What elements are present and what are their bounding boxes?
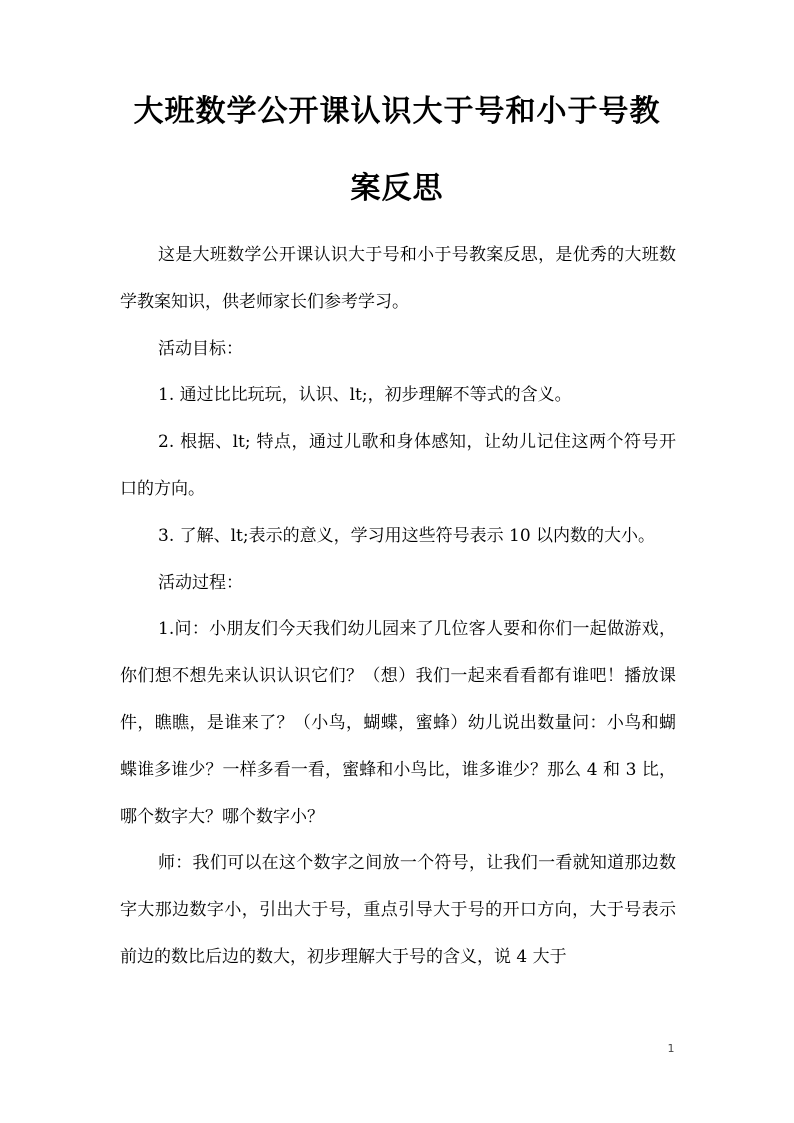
document-title-line-1: 大班数学公开课认识大于号和小于号教	[133, 94, 661, 129]
goal-item-2: 2. 根据、lt; 特点，通过儿歌和身体感知，让幼儿记住这两个符号开口的方向。	[120, 432, 676, 499]
section-heading-goals: 活动目标：	[158, 338, 243, 359]
process-paragraph-2: 师：我们可以在这个数字之间放一个符号，让我们一看就知道那边数字大那边数字小，引出大于号，重点引导大于号的开口方向，大于号表示前边的数比后边的数大，初步理解大于号的含义，说 4 大于	[120, 853, 676, 967]
page-number: 1	[667, 1042, 675, 1055]
intro-paragraph: 这是大班数学公开课认识大于号和小于号教案反思，是优秀的大班数学教案知识，供老师家长们参考学习。	[120, 245, 676, 312]
document-title-line-2: 案反思	[350, 171, 444, 206]
document-body	[120, 232, 676, 981]
section-heading-process: 活动过程：	[158, 572, 243, 593]
goal-item-1: 1. 通过比比玩玩，认识、lt;，初步理解不等式的含义。	[158, 385, 572, 406]
process-paragraph-1: 1.问：小朋友们今天我们幼儿园来了几位客人要和你们一起做游戏，你们想不想先来认识认识它们？（想）我们一起来看看都有谁吧！播放课件，瞧瞧，是谁来了？（小鸟，蝴蝶，蜜蜂）幼儿说出数量问：小鸟和蝴蝶谁多谁少？一样多看一看，蜜蜂和小鸟比，谁多谁少？那么 4 和 3 比，哪个数字大？哪个数字小？	[120, 619, 676, 827]
goal-item-3: 3. 了解、lt;表示的意义，学习用这些符号表示 10 以内数的大小。	[158, 525, 656, 546]
